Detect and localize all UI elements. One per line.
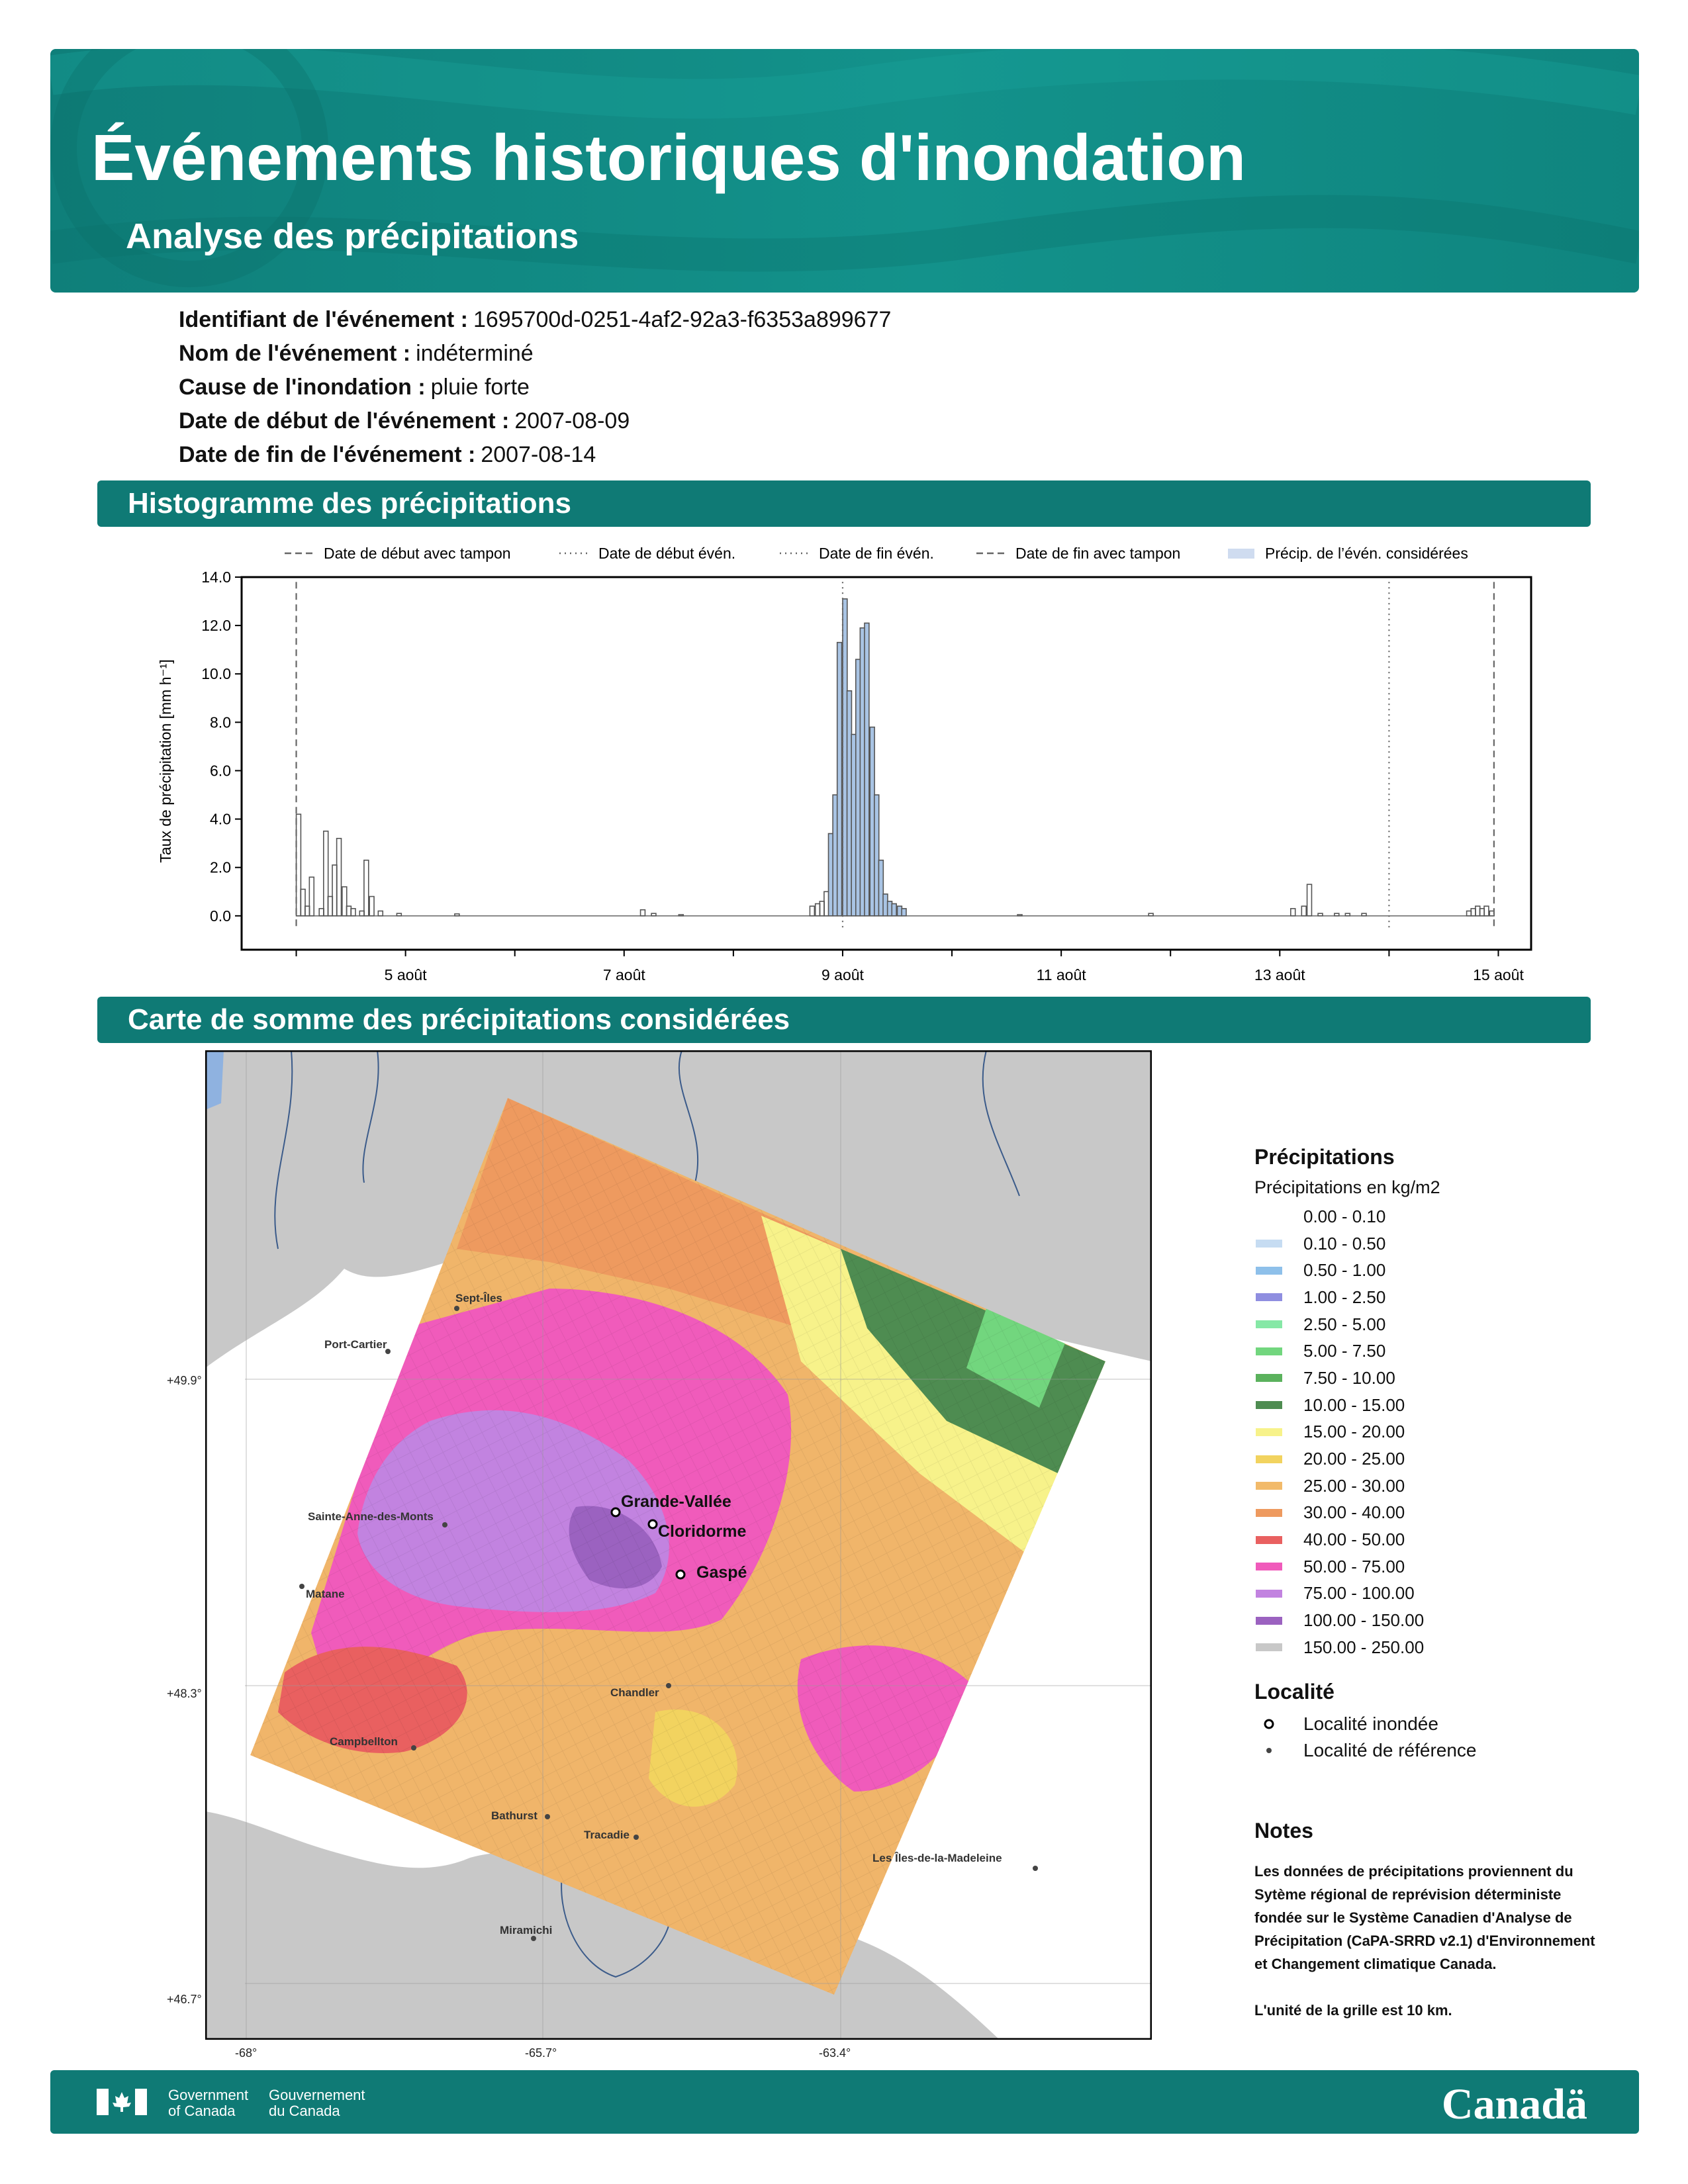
- legend-class-label: 1.00 - 2.50: [1303, 1287, 1386, 1307]
- histogram-bin: [1489, 911, 1494, 916]
- canada-wordmark: Canadä: [1441, 2080, 1587, 2128]
- notes-text: Les données de précipitations proviennent du Sytème régional de reprévision déterministe fondée sur le Système Canadien d'Analyse de Précipitation (CaPA-SRRD v2.1) d'Environnement et Changement climatique Canada.: [1254, 1863, 1595, 1972]
- histogram-bin: [297, 814, 301, 916]
- y-tick-label: 8.0: [210, 713, 231, 731]
- legend-title: Précipitations: [1254, 1145, 1395, 1169]
- reference-locality-marker: [545, 1814, 550, 1819]
- histogram-bin: [455, 914, 459, 916]
- histogram-bin: [1149, 913, 1153, 916]
- histogram-bin: [332, 865, 337, 916]
- legend-class-row: [1254, 1257, 1477, 1284]
- reference-locality-marker: [666, 1683, 671, 1688]
- legend-class-label: 30.00 - 40.00: [1303, 1502, 1405, 1523]
- histogram-bin: [378, 911, 383, 916]
- legend-flooded-locality: [1254, 1711, 1477, 1737]
- histogram-bin: [856, 659, 861, 916]
- lat-tick-46-7: +46.7°: [167, 1993, 202, 2006]
- reference-locality-marker: [1256, 1747, 1282, 1754]
- histogram-bin: [892, 904, 896, 916]
- histogram-bin: [870, 727, 874, 916]
- event-name-label: Nom de l'événement :: [179, 341, 411, 366]
- legend-class-row: [1254, 1607, 1477, 1634]
- event-end-label: Date de fin de l'événement :: [179, 442, 476, 467]
- flooded-locality-label: Gaspé: [696, 1563, 747, 1582]
- reference-locality-label: Localité de référence: [1303, 1739, 1477, 1760]
- legend-class-label: 75.00 - 100.00: [1303, 1583, 1415, 1604]
- flooded-locality-marker: [1256, 1719, 1282, 1729]
- event-end-value: 2007-08-14: [481, 442, 596, 467]
- reference-locality-label: Sainte-Anne-des-Monts: [308, 1510, 434, 1523]
- legend-class-swatch: [1256, 1374, 1282, 1382]
- reference-locality-marker: [454, 1306, 459, 1311]
- legend-class-row: [1254, 1445, 1477, 1473]
- histogram-bin: [833, 795, 837, 916]
- legend-class-row: [1254, 1230, 1477, 1257]
- reference-locality-label: Matane: [306, 1588, 345, 1600]
- y-tick-label: 12.0: [201, 617, 231, 635]
- histogram-bin: [337, 839, 342, 916]
- legend-class-label: 2.50 - 5.00: [1303, 1314, 1386, 1334]
- legend-class-row: [1254, 1500, 1477, 1527]
- histogram-bin: [820, 901, 824, 916]
- histogram-section-title: Histogramme des précipitations: [128, 487, 571, 520]
- legend-class-label: 10.00 - 15.00: [1303, 1394, 1405, 1415]
- x-tick-label: 5 août: [384, 966, 427, 983]
- x-tick-label: 9 août: [821, 966, 864, 983]
- flood-cause-value: pluie forte: [430, 375, 530, 400]
- histogram-bin: [364, 860, 369, 916]
- histogram-bin: [860, 628, 865, 916]
- notes-title: Notes: [1254, 1819, 1313, 1843]
- histogram-bin: [1307, 884, 1312, 916]
- legend-class-row: [1254, 1526, 1477, 1553]
- histogram-bin: [843, 599, 847, 916]
- histogram-bin: [851, 735, 856, 916]
- y-tick-label: 14.0: [201, 569, 231, 586]
- histogram-section-header: [97, 480, 1591, 527]
- legend-class-label: 25.00 - 30.00: [1303, 1475, 1405, 1496]
- legend-class-swatch: [1256, 1320, 1282, 1328]
- map-legend: [1254, 1145, 1477, 1764]
- event-id-value: 1695700d-0251-4af2-92a3-f6353a899677: [473, 307, 892, 332]
- y-tick-label: 6.0: [210, 762, 231, 780]
- canada-flag-icon: [97, 2089, 147, 2115]
- histogram-bin: [301, 889, 305, 916]
- reference-locality-label: Tracadie: [584, 1829, 630, 1841]
- legend-class-label: 50.00 - 75.00: [1303, 1556, 1405, 1576]
- legend-class-swatch: [1256, 1347, 1282, 1355]
- histogram-bin: [328, 897, 332, 916]
- legend-class-swatch: [1256, 1212, 1282, 1220]
- event-start-value: 2007-08-09: [514, 408, 630, 433]
- histogram-bin: [1345, 913, 1350, 916]
- legend-class-label: 5.00 - 7.50: [1303, 1341, 1386, 1361]
- legend-class-label: 0.00 - 0.10: [1303, 1206, 1386, 1226]
- reference-locality-marker: [531, 1936, 536, 1941]
- legend-class-row: [1254, 1553, 1477, 1580]
- lat-tick-48-3: +48.3°: [167, 1687, 202, 1700]
- histogram-bin: [810, 906, 814, 916]
- x-tick-label: 15 août: [1473, 966, 1524, 983]
- lon-tick-68: -68°: [235, 2046, 258, 2060]
- flooded-locality-marker: [612, 1508, 620, 1516]
- legend-class-label: 15.00 - 20.00: [1303, 1422, 1405, 1442]
- histogram-bin: [346, 906, 351, 916]
- legend-class-swatch: [1256, 1455, 1282, 1463]
- x-tick-label: 7 août: [602, 966, 645, 983]
- y-tick-label: 0.0: [210, 907, 231, 925]
- reference-locality-label: Campbellton: [330, 1735, 398, 1748]
- histogram-bin: [359, 911, 364, 916]
- histogram-bin: [397, 913, 401, 916]
- government-of-canada: Government of Canada: [168, 2087, 249, 2119]
- histogram-bin: [351, 909, 355, 916]
- event-start-label: Date de début de l'événement :: [179, 408, 510, 433]
- reference-locality-label: Miramichi: [500, 1924, 553, 1936]
- legend-class-swatch: [1256, 1293, 1282, 1301]
- histogram-bin: [1017, 915, 1022, 916]
- legend-label-buffer-end: Date de fin avec tampon: [1015, 545, 1181, 562]
- lake-corner: [205, 1050, 224, 1110]
- flooded-locality-marker: [677, 1570, 684, 1578]
- flooded-locality-marker: [649, 1520, 657, 1528]
- flood-cause-label: Cause de l'inondation :: [179, 375, 426, 400]
- legend-class-label: 40.00 - 50.00: [1303, 1529, 1405, 1550]
- histogram-bin: [324, 831, 328, 916]
- legend-class-swatch: [1256, 1617, 1282, 1625]
- map-section-header: [97, 997, 1591, 1043]
- histogram-bin: [369, 897, 374, 916]
- reference-locality-label: Les Îles-de-la-Madeleine: [872, 1852, 1002, 1864]
- histogram-bin: [824, 891, 829, 916]
- legend-class-swatch: [1256, 1563, 1282, 1570]
- histogram-bins: [297, 599, 1495, 916]
- map-section-title: Carte de somme des précipitations considérées: [128, 1003, 790, 1036]
- flooded-locality-label: Cloridorme: [658, 1522, 747, 1541]
- histogram-bin: [1471, 909, 1476, 916]
- histogram-bin: [865, 623, 869, 915]
- histogram-bin: [1476, 906, 1480, 916]
- legend-class-swatch: [1256, 1509, 1282, 1517]
- legend-class-row: [1254, 1203, 1477, 1230]
- histogram-date-lines: [297, 582, 1494, 930]
- header-banner: [50, 49, 1639, 293]
- legend-class-label: 0.10 - 0.50: [1303, 1233, 1386, 1253]
- flooded-locality-label: Localité inondée: [1303, 1713, 1438, 1734]
- histogram-bin: [1301, 906, 1306, 916]
- histogram-bin: [888, 901, 892, 916]
- reference-locality-marker: [442, 1522, 447, 1527]
- histogram-bin: [1362, 913, 1366, 916]
- legend-label-event-start: Date de début évén.: [598, 545, 736, 562]
- histogram-bin: [874, 795, 879, 916]
- histogram-bin: [898, 906, 902, 916]
- legend-classes: [1254, 1203, 1477, 1661]
- reference-locality-label: Port-Cartier: [324, 1338, 387, 1351]
- reference-locality-marker: [411, 1745, 416, 1751]
- legend-label-event-end: Date de fin évén.: [819, 545, 934, 562]
- legend-class-row: [1254, 1473, 1477, 1500]
- histogram-bin: [1467, 911, 1472, 916]
- legend-class-swatch: [1256, 1401, 1282, 1409]
- legend-class-row: [1254, 1392, 1477, 1419]
- y-tick-label: 2.0: [210, 858, 231, 876]
- histogram-bin: [902, 909, 906, 916]
- histogram-bin: [305, 906, 310, 916]
- histogram-bin: [641, 910, 645, 916]
- legend-class-row: [1254, 1338, 1477, 1365]
- legend-class-row: [1254, 1580, 1477, 1608]
- notes-grid-unit: L'unité de la grille est 10 km.: [1254, 2002, 1452, 2019]
- flooded-locality-label: Grande-Vallée: [621, 1492, 731, 1511]
- legend-marker-event-precip: [1228, 549, 1254, 559]
- precipitation-map: [205, 1050, 1152, 2040]
- legend-class-swatch: [1256, 1267, 1282, 1275]
- histogram-bin: [309, 877, 314, 915]
- legend-class-swatch: [1256, 1536, 1282, 1544]
- legend-class-swatch: [1256, 1590, 1282, 1598]
- histogram-bin: [651, 913, 656, 916]
- event-id-label: Identifiant de l'événement :: [179, 307, 468, 332]
- legend-class-swatch: [1256, 1240, 1282, 1248]
- legend-class-row: [1254, 1419, 1477, 1446]
- legend-reference-locality: [1254, 1737, 1477, 1764]
- x-tick-label: 13 août: [1254, 966, 1305, 983]
- y-axis: [201, 569, 242, 925]
- reference-locality-marker: [299, 1584, 305, 1589]
- legend-class-swatch: [1256, 1643, 1282, 1651]
- plot-frame: [242, 577, 1531, 950]
- reference-locality-marker: [633, 1835, 639, 1840]
- histogram-bin: [878, 860, 883, 916]
- reference-locality-label: Chandler: [610, 1686, 659, 1699]
- x-tick-label: 11 août: [1036, 966, 1086, 983]
- locality-legend-title: Localité: [1254, 1679, 1335, 1704]
- histogram-bin: [1335, 913, 1339, 916]
- legend-class-swatch: [1256, 1428, 1282, 1436]
- histogram-bin: [837, 643, 842, 916]
- legend-subtitle: Précipitations en kg/m2: [1254, 1177, 1440, 1197]
- reference-locality-marker: [1033, 1866, 1038, 1871]
- reference-locality-label: Sept-Îles: [455, 1292, 502, 1304]
- gouvernement-du-canada: Gouvernement du Canada: [269, 2087, 365, 2119]
- legend-class-label: 100.00 - 150.00: [1303, 1610, 1425, 1631]
- y-tick-label: 4.0: [210, 810, 231, 828]
- event-name-value: indéterminé: [416, 341, 534, 366]
- histogram-bin: [319, 909, 324, 916]
- legend-label-buffer-start: Date de début avec tampon: [324, 545, 511, 562]
- y-tick-label: 10.0: [201, 665, 231, 683]
- x-axis: [297, 950, 1524, 983]
- histogram-bin: [883, 894, 888, 916]
- notes-body: [1254, 1860, 1599, 2022]
- histogram-legend: [285, 545, 1468, 562]
- reference-locality-label: Bathurst: [491, 1809, 538, 1822]
- histogram-bin: [829, 834, 833, 916]
- histogram-bin: [342, 887, 347, 916]
- legend-class-label: 7.50 - 10.00: [1303, 1367, 1395, 1388]
- page-title: Événements historiques d'inondation: [91, 121, 1246, 194]
- histogram-bin: [816, 904, 820, 916]
- lat-tick-49-9: +49.9°: [167, 1374, 202, 1387]
- histogram-bin: [1484, 906, 1489, 916]
- histogram-bin: [1291, 909, 1295, 916]
- legend-label-event-precip: Précip. de l’évén. considérées: [1265, 545, 1468, 562]
- legend-class-row: [1254, 1284, 1477, 1311]
- legend-class-label: 20.00 - 25.00: [1303, 1449, 1405, 1469]
- histogram-bin: [847, 691, 852, 916]
- legend-class-label: 0.50 - 1.00: [1303, 1260, 1386, 1281]
- y-axis-label: Taux de précipitation [mm h⁻¹]: [157, 659, 174, 863]
- footer: [50, 2070, 1639, 2134]
- lon-tick-65-7: -65.7°: [525, 2046, 557, 2060]
- page-subtitle: Analyse des précipitations: [126, 216, 579, 256]
- histogram-bin: [679, 915, 683, 916]
- event-info: [179, 303, 891, 472]
- lon-tick-63-4: -63.4°: [819, 2046, 851, 2060]
- legend-class-row: [1254, 1634, 1477, 1661]
- legend-class-swatch: [1256, 1482, 1282, 1490]
- legend-class-label: 150.00 - 250.00: [1303, 1637, 1425, 1657]
- legend-class-row: [1254, 1365, 1477, 1392]
- histogram-bin: [1479, 909, 1484, 916]
- histogram-bin: [1318, 913, 1323, 916]
- legend-class-row: [1254, 1311, 1477, 1338]
